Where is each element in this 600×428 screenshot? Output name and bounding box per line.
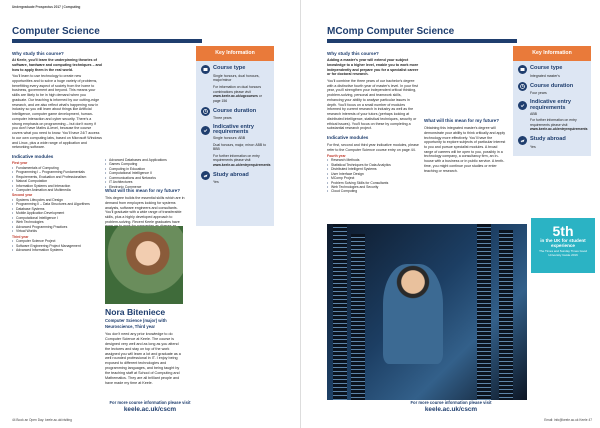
title-rule [12, 39, 202, 43]
list-item: • Fundamentals of Computing [12, 166, 102, 170]
course-type-extra: For information on dual honours combinations please visit [213, 85, 262, 94]
study-abroad-block [196, 167, 274, 185]
list-item: • IT Architectures [105, 180, 185, 184]
list-item: • Distributed Intelligent Systems [327, 167, 419, 171]
duration-block [196, 103, 274, 121]
future-heading: What will this mean for my future? [424, 118, 500, 123]
duration-title: Course duration [213, 107, 257, 114]
why-heading: Why study this course? [327, 51, 379, 56]
entry-title: Indicative entry requirements [530, 99, 572, 111]
entry-icon [518, 101, 527, 110]
list-item: • Natural Computation [12, 179, 102, 183]
future-body: This degree builds the essential skills which are in demand from employers looking for systems analysts, software engineers and consultants. You'll graduate with a wide range of transferable skills, plus a highly developed approach to problem-solving. Recent Keele graduates have [105, 196, 185, 224]
course-type-value: Integrated master's [530, 73, 560, 78]
list-item: • User Interface Design [327, 172, 419, 176]
third-year-heading: Third year [12, 234, 29, 239]
server-room-photo [327, 224, 527, 400]
modules-heading: Indicative modules [327, 135, 369, 141]
list-item: • Computational Intelligence I [12, 216, 102, 220]
course-type-icon [201, 65, 210, 74]
future-section [424, 118, 506, 222]
list-item: • Advanced Programming Practices [12, 225, 102, 229]
why-body: You'll learn to use technology to create new opportunities and to solve a huge variety of problems, benefitting every aspect of society from the home to business, government and beyond. This means your skills are likely to be in high demand when you graduate. Our teaching is informed by our cutting-edge research, and we also reflect what's happening now in industry so you will learn about things like Artificial Intelligence, computer game development, human-computer interaction and cyber security. There's a strong emphasis on programming – but don't worry if you don't have Maths A-level, because the course covers what you need to know. You'll have 24/7 access to our own computing labs, based on Microsoft Windows and Linux, plus a wide range of application and networking software. [12, 74, 102, 150]
study-abroad-icon [201, 171, 210, 180]
list-item: • Computing in Education [105, 167, 185, 171]
main-column [12, 48, 102, 400]
entry-extra: Dual honours, major, minor: ABB to BBB [213, 142, 266, 152]
server-rack [333, 224, 347, 400]
list-item: • Problem Solving Skills for Consultants [327, 181, 419, 185]
right-page [300, 0, 600, 428]
rank-subtitle: in the UK for student experience [540, 238, 586, 249]
list-item: • Virtual Worlds [12, 229, 102, 233]
list-item: • Cloud Computing [327, 189, 419, 193]
list-item: • Information Systems and Interaction [12, 184, 102, 188]
list-item: • Systems Lifecycles and Design [12, 198, 102, 202]
list-item: • Mobile Application Development [12, 211, 102, 215]
modules-intro: For first, second and third year indicative modules, please refer to the Computer Science course entry on page 44. [327, 143, 419, 152]
study-abroad-block [513, 132, 591, 150]
student-quote: You don't need any prior knowledge to do Computer Science at Keele. The course is designed very well and as long as you attend the lectures and stay on top of the work assigned you will learn a lot and graduate as a well rounded professional in IT. I enjoy being exposed to different technologies and programming languages, and being taught by the teaching staff at School of Computing and Mathematics. They are all brilliant people and have made my time at Keele. [105, 332, 181, 385]
fourth-year-list [327, 158, 419, 194]
server-rack [477, 224, 491, 400]
duration-title: Course duration [530, 83, 574, 90]
second-year-list [12, 198, 102, 234]
entry-extra-2: For further information on entry requirements please visit [213, 153, 260, 163]
second-year-heading: Second year [12, 193, 33, 198]
list-item: • Web Technologies [12, 220, 102, 224]
student-role: Computer Science (major) with Neuroscience, Third year [105, 318, 167, 329]
list-item: • Research Methods [327, 158, 419, 162]
future-section [105, 188, 185, 226]
third-year-list [12, 239, 102, 252]
duration-block [513, 78, 591, 96]
list-item: • Computer Animation and Multimedia [12, 188, 102, 192]
why-heading: Why study this course? [12, 51, 64, 56]
course-type-block [513, 61, 591, 79]
course-type-icon [518, 65, 527, 74]
course-type-tail: or page 156 [213, 94, 262, 103]
study-abroad-title: Study abroad [213, 171, 249, 178]
study-abroad-value: Yes [530, 144, 536, 149]
list-item: • Electronic Commerce [105, 185, 185, 189]
duration-value: Three years [213, 116, 232, 121]
page-title: MComp Computer Science [327, 26, 455, 37]
list-item: • Games Computing [105, 162, 185, 166]
server-rack [351, 234, 365, 400]
first-year-heading: First year [12, 161, 28, 166]
study-abroad-icon [518, 136, 527, 145]
page-footer: Email: info@keele.ac.uk Keele 47 [544, 418, 592, 422]
course-type-title: Course type [213, 65, 246, 72]
key-information-heading: Key Information [196, 46, 274, 61]
future-heading: What will this mean for my future? [105, 188, 181, 193]
list-item: • Computer Science Project [12, 239, 102, 243]
third-year-list-continued [105, 158, 185, 189]
list-item: • Programming I – Programming Fundamentals [12, 170, 102, 174]
first-year-list [12, 166, 102, 193]
list-item: • Advanced Information Systems [12, 248, 102, 252]
list-item: • Programming II – Data Structures and Algorithms [12, 202, 102, 206]
list-item: • Database Systems [12, 207, 102, 211]
student-name: Nora Biteniece [105, 307, 166, 317]
list-item: • Web Technologies and Security [327, 185, 419, 189]
info-box [60, 400, 240, 414]
entry-title: Indicative entry requirements [213, 123, 255, 136]
page-footer: 44 Book an Open Day: keele.ac.uk/visiting [12, 418, 72, 422]
modules-heading: Indicative modules [12, 154, 54, 160]
running-head: Undergraduate Prospectus 2017 | Computing [12, 5, 81, 9]
page-title: Computer Science [12, 26, 100, 37]
rank-source: The Times and Sunday Times Good University Guide 2016 [539, 249, 587, 258]
duration-icon [518, 82, 527, 91]
title-rule [327, 39, 517, 43]
key-information-panel [196, 46, 274, 226]
entry-extra: For further information on entry requirements please visit [530, 118, 577, 127]
key-information-panel [513, 46, 591, 156]
person-figure [383, 264, 443, 364]
list-item: • Communications and Networks [105, 176, 185, 180]
course-type-link[interactable]: www.keele.ac.uk/ugcourses [213, 94, 258, 99]
entry-value: Single honours: ABB [213, 136, 246, 141]
entry-icon [201, 126, 210, 135]
main-column [327, 48, 419, 223]
study-abroad-title: Study abroad [530, 136, 566, 143]
info-link[interactable]: keele.ac.uk/cscm [123, 405, 177, 413]
list-item: • Computational Intelligence II [105, 171, 185, 175]
server-rack [499, 230, 513, 400]
list-item: • MComp Project [327, 176, 419, 180]
entry-block [196, 121, 274, 168]
why-body: You'll combine the three years of our bachelor's degree with a distinctive fourth year of master's level. In your first year, you'll strengthen your independent critical thinking, problem-solving, personal and teamwork skills, enhancing your ability to analyse particular issues in depth. You'll focus on a small number of modules informed by current research in industry as well as the research interests of your tutors (perhaps looking at distributed intelligence, statistical techniques, security or ethical issues). You'll focus on these by completing a substantial research project. [327, 79, 418, 131]
duration-icon [201, 107, 210, 116]
rank-number: 5th [552, 223, 574, 239]
info-text: For more course information please visit [410, 400, 492, 405]
list-item: • Requirements, Evaluation and Professionalism [12, 175, 102, 179]
why-lead: Adding a master's year will extend your subject knowledge to a higher level, enable you to work more independently and prepare you for a specialist career or for doctoral research. [327, 58, 419, 77]
entry-link[interactable]: www.keele.ac.uk/entryrequirements [530, 127, 588, 132]
key-information-heading: Key Information [513, 46, 591, 61]
info-text: For more course information please visit [109, 400, 191, 405]
entry-link[interactable]: www.keele.ac.uk/entryrequirements [213, 162, 271, 167]
list-item: • Advanced Databases and Applications [105, 158, 185, 162]
duration-value: Four years [530, 91, 547, 96]
info-link[interactable]: keele.ac.uk/cscm [424, 405, 478, 413]
entry-block [513, 96, 591, 132]
future-body: Obtaining this integrated master's degree will demonstrate your ability to think critically and apply technology more effectively. You'll have the opportunity to explore subjects of particular interest to you and pursue specialist modules. A broad range of careers will be open to you, possibly in a technology company, a consultancy firm, an in-house with a business or in public service. A tenth-time, you might continue your studies or enter teaching or research. [424, 126, 506, 173]
ranking-badge [531, 218, 595, 273]
study-abroad-value: Yes [213, 180, 219, 185]
course-type-block [196, 61, 274, 103]
list-item: • Statistical Techniques for Data Analytics [327, 163, 419, 167]
list-item: • Software Engineering Project Management [12, 244, 102, 248]
fourth-year-heading: Fourth year [327, 153, 346, 158]
why-lead: At Keele, you'll learn the underpinning theories of software, hardware and computing techniques – and how to apply them in the real world. [12, 58, 102, 72]
info-box [361, 400, 541, 414]
course-type-title: Course type [530, 65, 563, 72]
course-type-value: Single honours, dual honours, major/minor [213, 73, 260, 83]
student-photo [105, 226, 183, 304]
entry-value: ABB [530, 111, 538, 116]
